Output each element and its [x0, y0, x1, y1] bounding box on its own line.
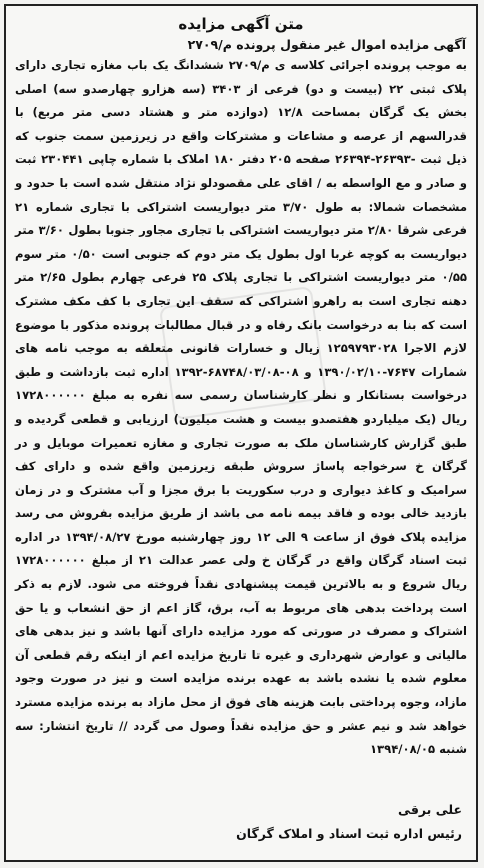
notice-subtitle: آگهی مزایده اموال غیر منقول پرونده م/۲۷۰۹	[187, 37, 466, 52]
auction-notice	[4, 4, 478, 862]
notice-body: به موجب پرونده اجرائی کلاسه ی م/۲۷۰۹ ششدانگ یک باب مغازه تجاری دارای پلاک ثبتی ۲۲ (بیست و دو) فرعی از ۳۴۰۳ (سه هزارو چهارصدو سه) اصلی بخش یک گرگان بمساحت ۱۲/۸ (دوازده متر و هشتاد دسی متر مربع) با قدرالسهم از عرصه و مشاعات و مشترکات واقع در زیرزمین سمت جنوب که ذیل ثبت -۲۶۳۹۳-۲۶۳۹۴ صفحه ۲۰۵ دفتر ۱۸۰ املاک با شماره چاپی ۲۳۰۴۴۱ ثبت و صادر و مع الواسطه به / اقای علی مقصودلو نژاد منتقل شده است با حدود و مشخصات شمالا: به طول ۳/۷۰ متر دیواریست اشتراکی با تجاری شماره ۲۱ فرعی شرقا ۲/۸۰ متر دیواریست اشتراکی با تجاری مجاور جنوبا بطول ۳/۶۰ متر دیواریست به کوچه غربا اول بطول یک متر دوم که جنوبی است ۰/۵۰ متر سوم ۰/۵۵ متر دیواریست اشتراکی با تجاری پلاک ۲۵ فرعی چهارم بطول ۲/۶۵ متر دهنه تجاری است به راهرو اشتراکی که سقف این تجاری با کف مکف مشترک است که بنا به درخواست بانک رفاه و در قبال مطالبات پرونده مذکور با موضوع لازم الاجرا ۱۲۵۹۷۹۳۰۲۸ زیال و خسارات قانونی متعلقه به موجب نامه های شمارات ۷۶۴۷-۱۳۹۰/۰۲/۱۰ و ۰۸-۶۸۷۴۸/۰۳/۰۸-۱۳۹۲ اداره ثبت بازداشت و طبق درخواست بستانکار و نظر کارشناسان رسمی سه نفره به مبلغ ۱۷۲۸۰۰۰۰۰۰ ریال (یک میلیاردو هفتصدو بیست و هشت میلیون) ارزیابی و قطعی گردیده و طبق گزارش کارشناسان ملک به صورت تجاری و مغازه تعمیرات موبایل و در گرگان خ سرخواجه پاساژ سروش طبقه زیرزمین واقع شده و دارای کف سرامیک و کاغذ دیواری و درب سکوریت با برق مجزا و آب مشترک و در زمان بازدید خالی بوده و فاقد بیمه نامه می باشد از طریق مزایده بفروش می رسد مزایده پلاک فوق از ساعت ۹ الی ۱۲ روز چهارشنبه مورخ ۱۳۹۴/۰۸/۲۷ در اداره ثبت اسناد گرگان واقع در گرگان خ ولی عصر عدالت ۲۱ از مبلغ ۱۷۲۸۰۰۰۰۰۰ ریال شروع و به بالاترین قیمت پیشنهادی نقداً فروخته می شود. لازم به ذکر است پرداخت بدهی های مربوط به آب، برق، گاز اعم از حق انشعاب و یا حق اشتراک و مصرف در صورتی که مورد مزایده دارای آنها باشد و نیز بدهی های مالیاتی و عوارض شهرداری و غیره تا تاریخ مزایده اعم از اینکه رقم قطعی آن معلوم شده یا نشده باشد به عهده برنده مزایده است و نیز در صورت وجود مازاد، وجوه پرداختی بابت هزینه های فوق از محل مازاد به برنده مزایده مسترد خواهد شد و نیم عشر و حق مزایده نقداً وصول می گردد // تاریخ انتشار: سه شنبه ۱۳۹۴/۰۸/۰۵	[15, 58, 468, 757]
signature-block	[236, 798, 462, 846]
signatory-name: علی برقی	[398, 802, 462, 817]
notice-title: متن آگهی مزایده	[178, 15, 304, 33]
signatory-role: رئیس اداره ثبت اسناد و املاک گرگان	[236, 826, 462, 841]
